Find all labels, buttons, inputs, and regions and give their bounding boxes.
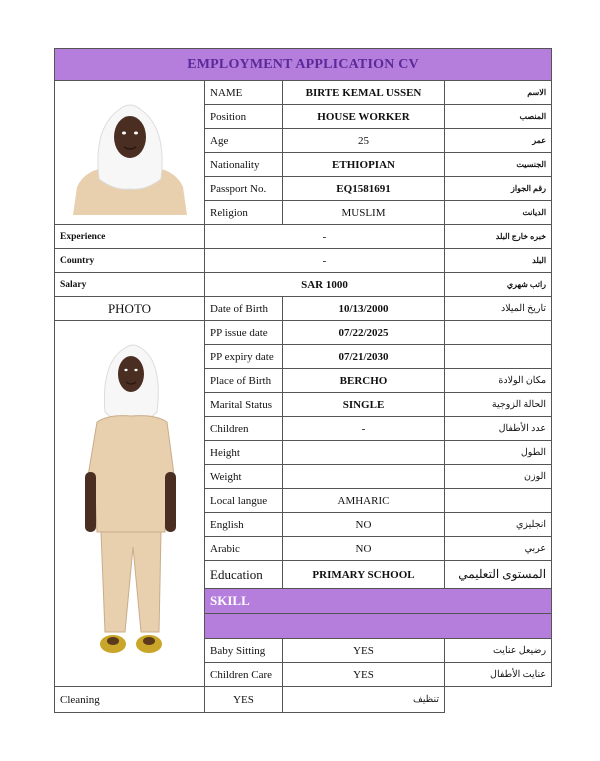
detail-arabic: الوزن [445,465,552,489]
education-arabic: المستوى التعليمي [445,561,552,589]
detail-value: NO [283,513,445,537]
detail-arabic: مكان الولادة [445,369,552,393]
personal-arabic: الاسم [445,81,552,105]
education-value: PRIMARY SCHOOL [283,561,445,589]
detail-value: 07/21/2030 [283,345,445,369]
detail-label: Place of Birth [205,369,283,393]
detail-arabic: عربي [445,537,552,561]
detail-value: 07/22/2025 [283,321,445,345]
headshot-image [65,87,195,215]
personal-arabic: رقم الجواز [445,177,552,201]
country-value: - [205,249,445,273]
detail-value: SINGLE [283,393,445,417]
cv-table [54,48,552,713]
personal-label: Age [205,129,283,153]
detail-label: Date of Birth [205,297,283,321]
detail-arabic: الحالة الزوجية [445,393,552,417]
detail-value: BERCHO [283,369,445,393]
personal-value: 25 [283,129,445,153]
detail-label: Marital Status [205,393,283,417]
detail-arabic: تاريخ الميلاد [445,297,552,321]
full-body-image [75,332,185,672]
detail-arabic [445,345,552,369]
personal-label: Passport No. [205,177,283,201]
skill-value: YES [205,687,283,713]
detail-label: PP expiry date [205,345,283,369]
skill-label: Baby Sitting [205,639,283,663]
skill-arabic: تنظيف [283,687,445,713]
detail-value: NO [283,537,445,561]
detail-value: - [283,417,445,441]
skill-value: YES [283,639,445,663]
skill-spacer [205,614,552,639]
detail-arabic: انجليزي [445,513,552,537]
detail-value [283,465,445,489]
education-label: Education [205,561,283,589]
detail-value [283,441,445,465]
detail-label: Weight [205,465,283,489]
personal-arabic: الديانت [445,201,552,225]
salary-arabic: راتب شهري [445,273,552,297]
headshot-photo [55,81,205,225]
full-body-photo [55,321,205,687]
personal-label: Religion [205,201,283,225]
skill-header: SKILL [205,589,552,614]
personal-value: BIRTE KEMAL USSEN [283,81,445,105]
skill-arabic: عنايت الأطفال [445,663,552,687]
personal-value: ETHIOPIAN [283,153,445,177]
personal-arabic: عمر [445,129,552,153]
country-label: Country [55,249,205,273]
detail-value: 10/13/2000 [283,297,445,321]
country-arabic: البلد [445,249,552,273]
experience-value: - [205,225,445,249]
cv-title: EMPLOYMENT APPLICATION CV [55,49,552,81]
skill-label: Children Care [205,663,283,687]
skill-arabic: رضيعل عنايت [445,639,552,663]
experience-label: Experience [55,225,205,249]
skill-label: Cleaning [55,687,205,713]
photo-label: PHOTO [55,297,205,321]
skill-value: YES [283,663,445,687]
personal-label: Nationality [205,153,283,177]
detail-label: Children [205,417,283,441]
personal-label: NAME [205,81,283,105]
personal-value: MUSLIM [283,201,445,225]
personal-label: Position [205,105,283,129]
salary-label: Salary [55,273,205,297]
personal-arabic: المنصب [445,105,552,129]
personal-value: HOUSE WORKER [283,105,445,129]
detail-label: Local langue [205,489,283,513]
detail-value: AMHARIC [283,489,445,513]
detail-arabic: الطول [445,441,552,465]
personal-value: EQ1581691 [283,177,445,201]
detail-arabic [445,321,552,345]
detail-label: English [205,513,283,537]
detail-label: Height [205,441,283,465]
experience-arabic: خبره خارج البلد [445,225,552,249]
personal-arabic: الجنسيت [445,153,552,177]
detail-label: Arabic [205,537,283,561]
detail-label: PP issue date [205,321,283,345]
detail-arabic: عدد الأطفال [445,417,552,441]
salary-value: SAR 1000 [205,273,445,297]
detail-arabic [445,489,552,513]
